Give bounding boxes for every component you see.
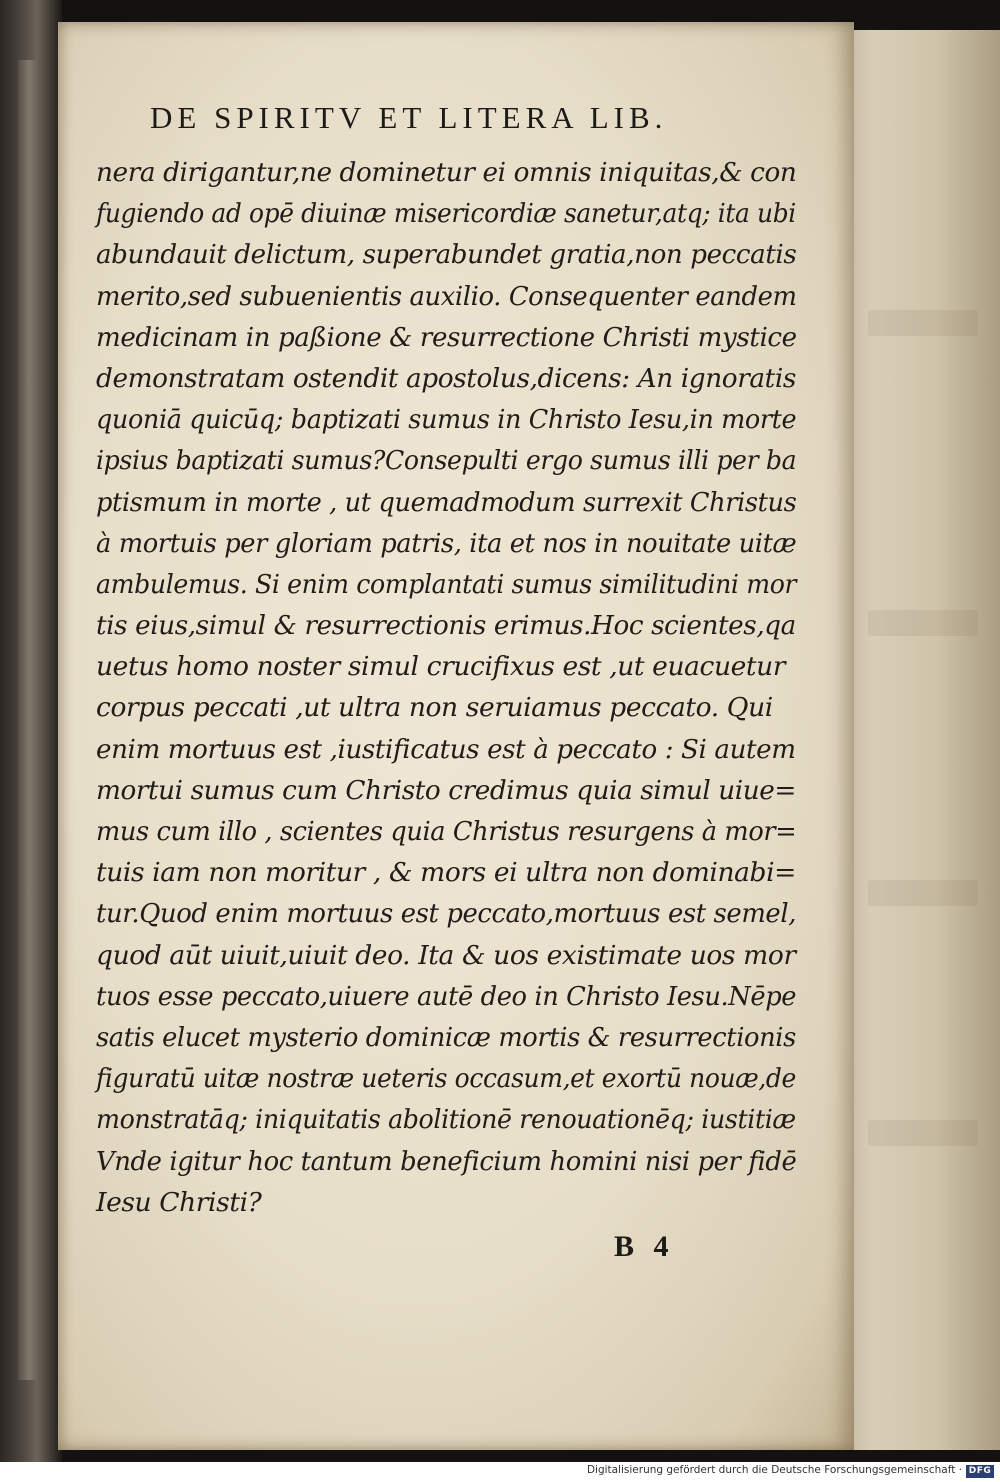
text-line: quod aūt uiuit,uiuit deo. Ita & uos existimate uos mor — [96, 939, 796, 971]
text-line: tur.Quod enim mortuus est peccato,mortuus est semel, — [96, 898, 797, 930]
text-line: mus cum illo , scientes quia Christus resurgens à mor= — [96, 816, 797, 847]
text-line: fugiendo ad opē diuinæ misericordiæ sanetur,atq; ita ubi — [96, 198, 796, 230]
text-line: ambulemus. Si enim complantati sumus similitudini mor — [96, 568, 797, 600]
text-line: enim mortuus est ,iustificatus est à peccato : Si autem — [96, 733, 796, 765]
text-line: uetus homo noster simul crucifixus est ,ut euacuetur — [96, 651, 786, 683]
binding-strip — [18, 60, 40, 1380]
book-page — [58, 22, 854, 1450]
text-line: merito,sed subuenientis auxilio. Consequenter eandem — [96, 280, 797, 312]
text-line: tuos esse peccato,uiuere autē deo in Christo Iesu.Nēpe — [96, 980, 797, 1012]
text-line: abundauit delictum, superabundet gratia,non peccatis — [96, 239, 797, 271]
text-line: quoniā quicūq; baptizati sumus in Christo Iesu,in morte — [96, 404, 797, 436]
show-through-mark — [868, 880, 978, 906]
page-body-text — [96, 152, 796, 1223]
text-line: Iesu Christi? — [96, 1186, 262, 1218]
show-through-mark — [868, 610, 978, 636]
text-line: nera dirigantur,ne dominetur ei omnis iniquitas,& con — [96, 157, 797, 188]
text-line: tis eius,simul & resurrectionis erimus.Hoc scientes,qa — [96, 610, 796, 642]
funding-credit: Digitalisierung gefördert durch die Deutsche Forschungsgemeinschaft · — [586, 1464, 962, 1476]
show-through-mark — [868, 1120, 978, 1146]
facing-page-edge — [840, 30, 1000, 1450]
text-line: corpus peccati ,ut ultra non seruiamus peccato. Qui — [96, 692, 773, 724]
text-line: satis elucet mysterio dominicæ mortis & resurrectionis — [96, 1021, 796, 1053]
text-line: ipsius baptizati sumus?Consepulti ergo sumus illi per ba — [96, 445, 797, 477]
signature-mark: B 4 — [614, 1230, 675, 1263]
text-line: figuratū uitæ nostræ ueteris occasum,et exortū nouæ,de — [96, 1063, 796, 1095]
text-line: ptismum in morte , ut quemadmodum surrexit Christus — [96, 486, 797, 518]
text-line: monstratāq; iniquitatis abolitionē renouationēq; iustitiæ — [96, 1104, 796, 1136]
text-line: mortui sumus cum Christo credimus quia simul uiue= — [96, 774, 797, 806]
show-through-mark — [868, 310, 978, 336]
running-head: DE SPIRITV ET LITERA LIB. — [150, 100, 668, 135]
text-line: medicinam in paßione & resurrectione Christi mystice — [96, 321, 797, 353]
text-line: demonstratam ostendit apostolus,dicens: An ignoratis — [96, 362, 797, 394]
dfg-logo: DFG — [966, 1465, 994, 1478]
text-line: tuis iam non moritur , & mors ei ultra non dominabi= — [96, 857, 796, 889]
text-line: à mortuis per gloriam patris, ita et nos in nouitate uitæ — [96, 527, 797, 559]
book-binding-edge — [0, 0, 62, 1462]
text-line: Vnde igitur hoc tantum beneficium homini nisi per fidē — [96, 1145, 797, 1177]
